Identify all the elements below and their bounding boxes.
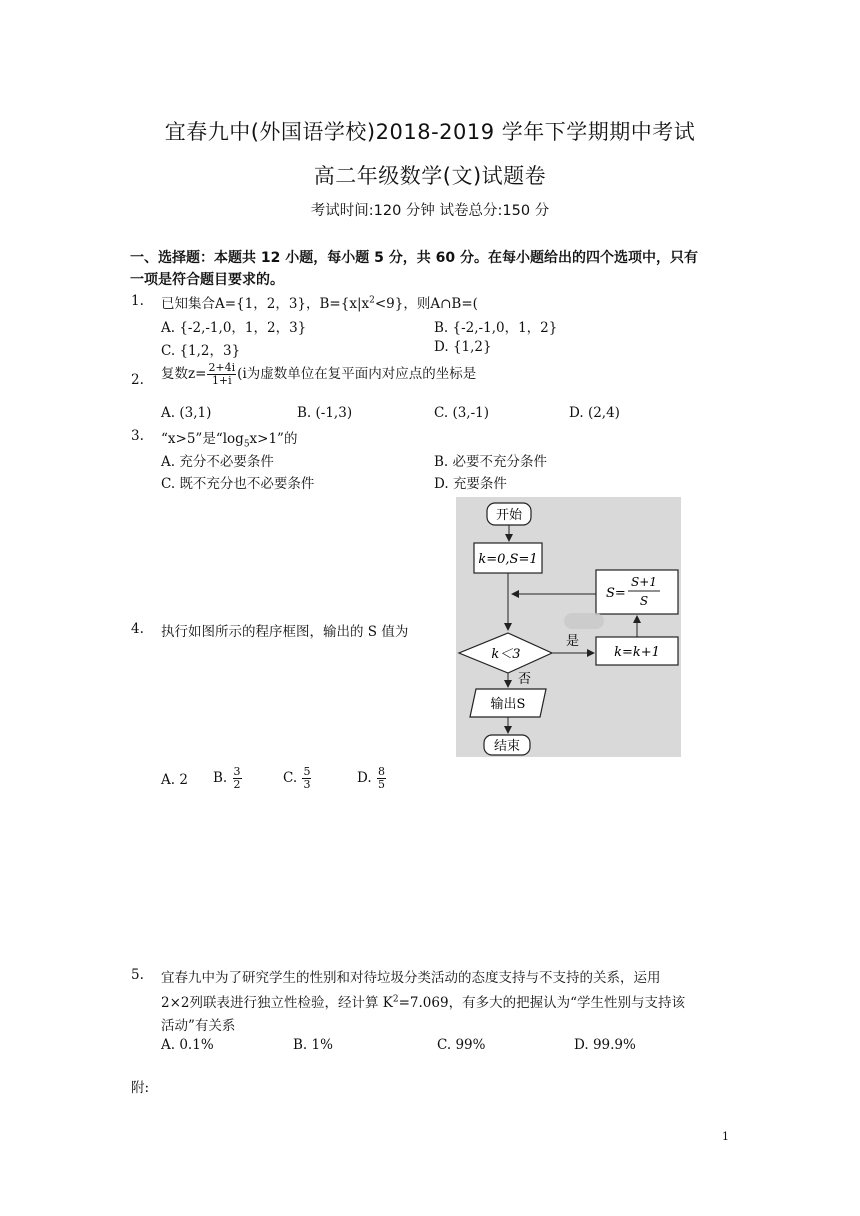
option-label: C. (283, 770, 298, 786)
option-label: C. (437, 1037, 452, 1053)
q1-stem-sup: 2 (369, 295, 375, 306)
frac-num: 8 (377, 765, 385, 778)
option-label: B. (297, 405, 312, 421)
q1-stem (161, 292, 478, 312)
frac-num: 3 (233, 765, 241, 778)
option-text: 充要条件 (452, 476, 507, 492)
option-text: 0.1% (179, 1037, 214, 1053)
q1-option-d[interactable] (434, 339, 492, 355)
q2-stem (161, 362, 476, 387)
q1-option-c[interactable] (161, 339, 240, 359)
q3-option-d[interactable] (434, 472, 507, 492)
option-label: A. (161, 1037, 176, 1053)
q2-option-d[interactable] (569, 405, 620, 421)
flow-decision-label: k＜3 (491, 647, 521, 662)
exam-title: 宜春九中(外国语学校)2018-2019 学年下学期期中考试 (164, 120, 696, 144)
option-label: D. (357, 770, 372, 786)
option-text: (3,-1) (452, 405, 490, 421)
option-text: {-2,-1,0，1，2，3} (179, 320, 307, 336)
q3-option-b[interactable] (434, 450, 547, 470)
option-label: D. (434, 339, 449, 355)
section-heading-line2: 一项是符合题目要求的。 (130, 272, 284, 288)
q5-option-a[interactable] (161, 1037, 214, 1053)
q2-option-a[interactable] (161, 405, 211, 421)
option-label: A. (161, 320, 176, 336)
flowchart (456, 497, 681, 757)
q3-stem-sub: 5 (243, 439, 250, 450)
option-text: 充分不必要条件 (179, 454, 274, 470)
option-label: C. (161, 476, 176, 492)
option-text: 99.9% (592, 1037, 636, 1053)
q1-stem-c: <9}，则A∩B=( (374, 296, 478, 312)
section-heading-line1: 一、选择题：本题共 12 小题，每小题 5 分，共 60 分。在每小题给出的四个选项中，只有 (130, 250, 698, 266)
page-number: 1 (722, 1130, 729, 1143)
q3-stem-b: x>1”的 (249, 431, 298, 447)
q3-number: 3. (131, 428, 144, 444)
option-text: 1% (311, 1037, 333, 1053)
q2-stem-a: 复数z= (161, 366, 207, 382)
option-label: B. (293, 1037, 308, 1053)
q3-option-a[interactable] (161, 450, 274, 470)
q2-number: 2. (131, 372, 144, 388)
flow-start-label: 开始 (495, 508, 523, 523)
option-label: B. (434, 320, 449, 336)
q2-fraction (207, 362, 236, 387)
q4-option-b[interactable] (213, 766, 243, 791)
flow-yes-label: 是 (566, 634, 580, 649)
frac-den: 2 (233, 778, 241, 791)
flow-increment-label: k=k+1 (614, 645, 660, 660)
option-label: A. (161, 772, 176, 788)
q5-line2-sup: 2 (392, 994, 399, 1005)
frac-den: 3 (303, 778, 311, 791)
q2-stem-b: (i为虚数单位在复平面内对应点的坐标是 (237, 366, 477, 382)
appendix-label: 附: (131, 1080, 150, 1096)
q3-option-c[interactable] (161, 472, 314, 492)
flow-output-label: 输出S (490, 697, 526, 712)
q5-line1: 宜春九中为了研究学生的性别和对待垃圾分类活动的态度支持与不支持的关系，运用 (161, 970, 661, 986)
option-text: 2 (179, 772, 188, 788)
q3-stem-a: “x>5”是“log (161, 431, 244, 447)
q3-stem (161, 427, 297, 450)
q1-option-a[interactable] (161, 316, 306, 336)
option-text: (2,4) (587, 405, 620, 421)
q1-option-b[interactable] (434, 316, 557, 336)
q5-option-c[interactable] (437, 1037, 485, 1053)
q2-option-b[interactable] (297, 405, 352, 421)
q2-frac-num: 2+4i (208, 361, 236, 374)
option-label: D. (569, 405, 584, 421)
q5-option-d[interactable] (574, 1037, 636, 1053)
q4-number: 4. (131, 621, 144, 637)
q1-stem-a: 已知集合A={1，2，3}， (161, 296, 320, 312)
option-text: {-2,-1,0，1，2} (452, 320, 558, 336)
q4-option-a[interactable] (161, 772, 188, 788)
q5-line2-b: =7.069，有多大的把握认为“学生性别与支持该 (398, 995, 685, 1011)
q2-option-c[interactable] (434, 405, 489, 421)
q1-stem-b: B={x|x (319, 296, 370, 312)
flow-assign-num: S+1 (631, 575, 657, 589)
q4-option-d[interactable] (357, 766, 387, 791)
option-label: D. (574, 1037, 589, 1053)
q5-option-b[interactable] (293, 1037, 333, 1053)
q5-number: 5. (131, 967, 144, 983)
option-text: 既不充分也不必要条件 (179, 476, 315, 492)
option-label: B. (434, 454, 449, 470)
flow-init-label: k=0,S=1 (478, 552, 538, 567)
flow-no-label: 否 (518, 672, 532, 687)
option-label: C. (161, 343, 176, 359)
option-text: (-1,3) (315, 405, 353, 421)
q4-stem: 执行如图所示的程序框图，输出的 S 值为 (161, 624, 409, 640)
option-label: B. (213, 770, 228, 786)
exam-info: 考试时间:120 分钟 试卷总分:150 分 (310, 203, 550, 219)
option-label: A. (161, 454, 176, 470)
flow-assign-den: S (639, 594, 649, 608)
q2-frac-den: 1+i (211, 374, 232, 387)
option-label: A. (161, 405, 176, 421)
q5-line2-a: 2×2列联表进行独立性检验，经计算 K (161, 995, 393, 1011)
option-text: {1,2} (452, 339, 492, 355)
option-text: {1,2，3} (179, 343, 241, 359)
frac-den: 5 (377, 778, 385, 791)
q5-line2 (161, 991, 685, 1011)
q1-number: 1. (131, 293, 144, 309)
flow-assign-lhs: S= (606, 586, 626, 601)
q5-line3: 活动”有关系 (161, 1018, 236, 1034)
flow-end-label: 结束 (493, 739, 521, 754)
frac-num: 5 (303, 765, 311, 778)
option-text: 必要不充分条件 (452, 454, 548, 470)
exam-subtitle: 高二年级数学(文)试题卷 (313, 164, 547, 188)
option-text: 99% (455, 1037, 486, 1053)
option-label: D. (434, 476, 449, 492)
q4-option-c[interactable] (283, 766, 312, 791)
option-text: (3,1) (179, 405, 212, 421)
option-label: C. (434, 405, 449, 421)
